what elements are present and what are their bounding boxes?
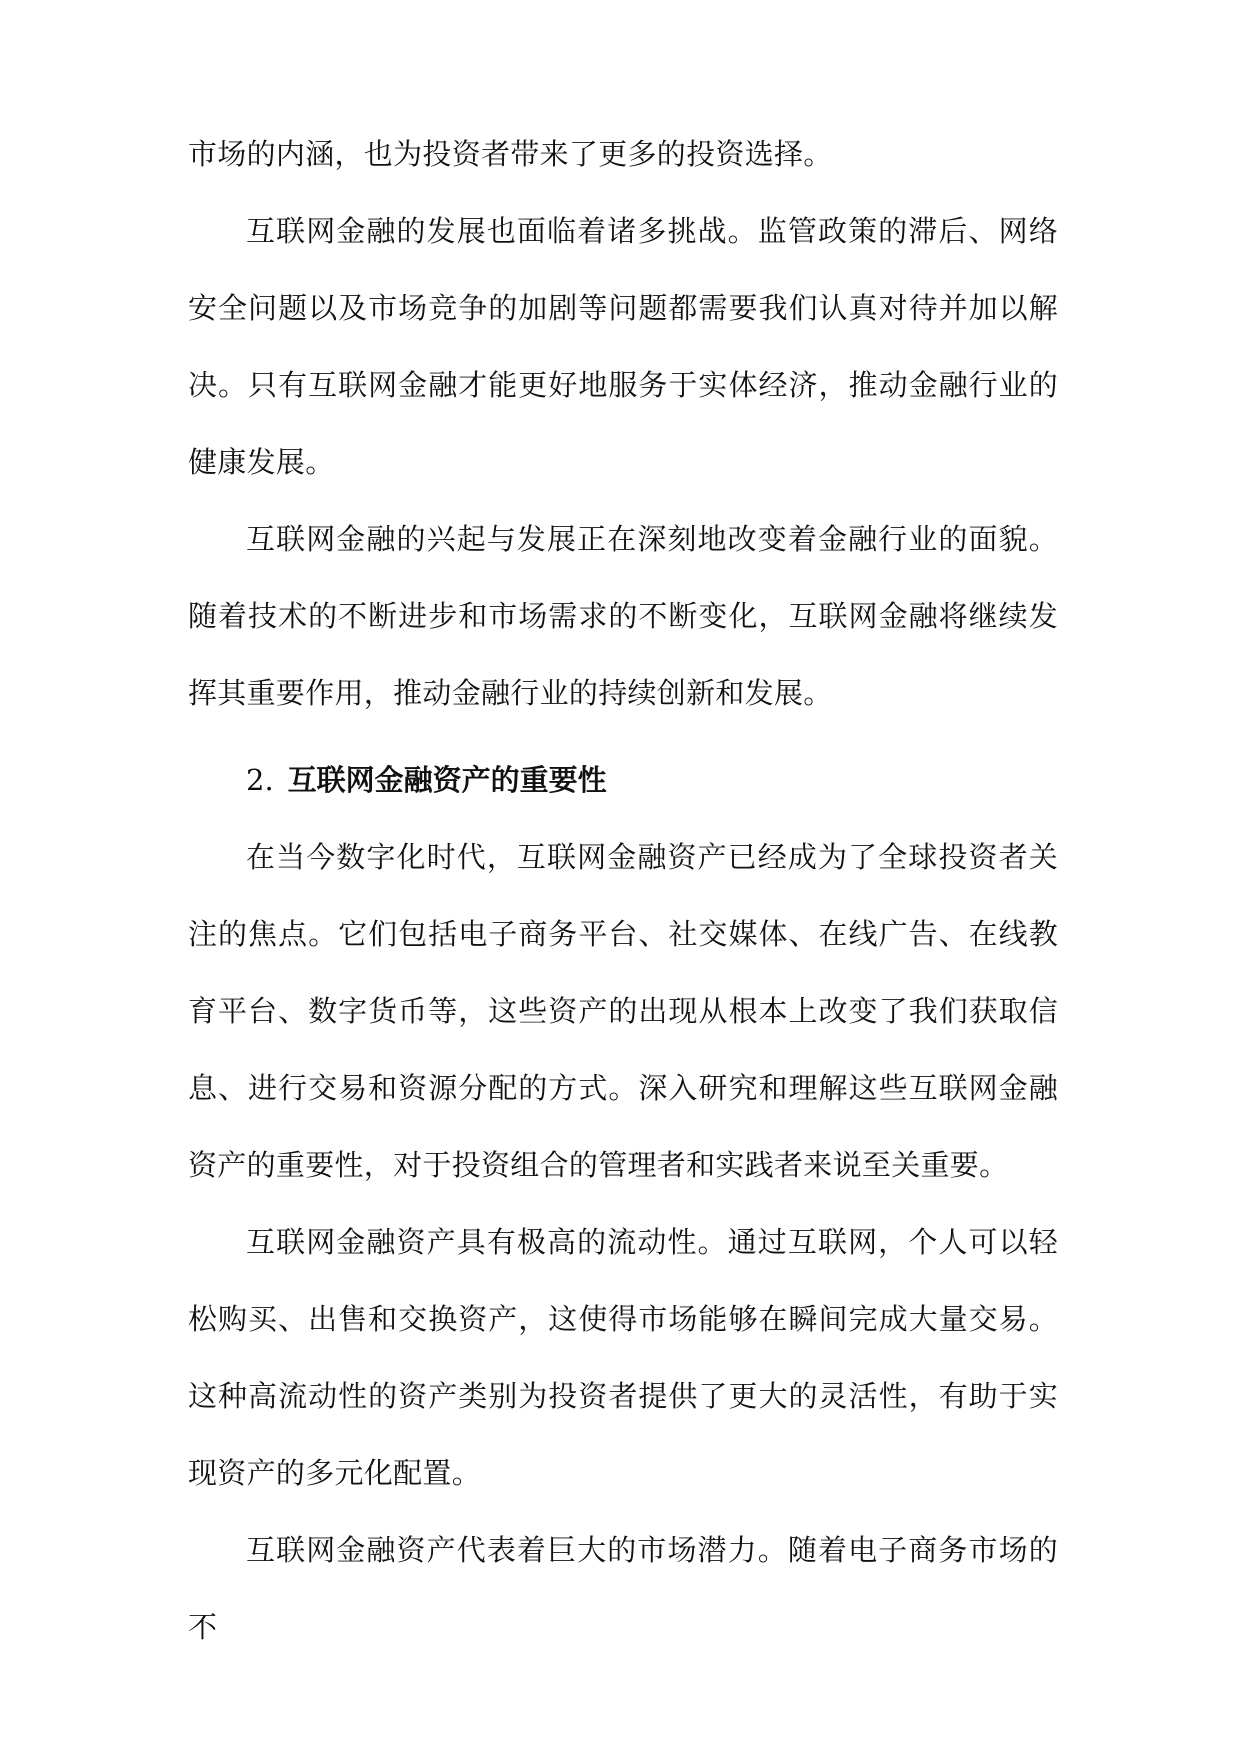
section-number: 2. [246,763,274,797]
paragraph-liquidity: 互联网金融资产具有极高的流动性。通过互联网，个人可以轻松购买、出售和交换资产，这使得市场能够在瞬间完成大量交易。这种高流动性的资产类别为投资者提供了更大的灵活性，有助于实现资产的多元化配置。 [188,1225,1058,1490]
paragraph-continuation: 市场的内涵，也为投资者带来了更多的投资选择。 [188,137,833,171]
section-heading [188,742,1058,819]
paragraph-challenges: 互联网金融的发展也面临着诸多挑战。监管政策的滞后、网络安全问题以及市场竞争的加剧等问题都需要我们认真对待并加以解决。只有互联网金融才能更好地服务于实体经济，推动金融行业的健康发展。 [188,214,1058,479]
document-page [188,0,1058,1666]
paragraph-rise-and-development: 互联网金融的兴起与发展正在深刻地改变着金融行业的面貌。随着技术的不断进步和市场需求的不断变化，互联网金融将继续发挥其重要作用，推动金融行业的持续创新和发展。 [188,522,1058,710]
paragraph-digital-era: 在当今数字化时代，互联网金融资产已经成为了全球投资者关注的焦点。它们包括电子商务平台、社交媒体、在线广告、在线教育平台、数字货币等，这些资产的出现从根本上改变了我们获取信息、进行交易和资源分配的方式。深入研究和理解这些互联网金融资产的重要性，对于投资组合的管理者和实践者来说至关重要。 [188,840,1058,1182]
paragraph-market-potential: 互联网金融资产代表着巨大的市场潜力。随着电子商务市场的不 [188,1533,1058,1644]
section-title: 互联网金融资产的重要性 [287,763,607,797]
